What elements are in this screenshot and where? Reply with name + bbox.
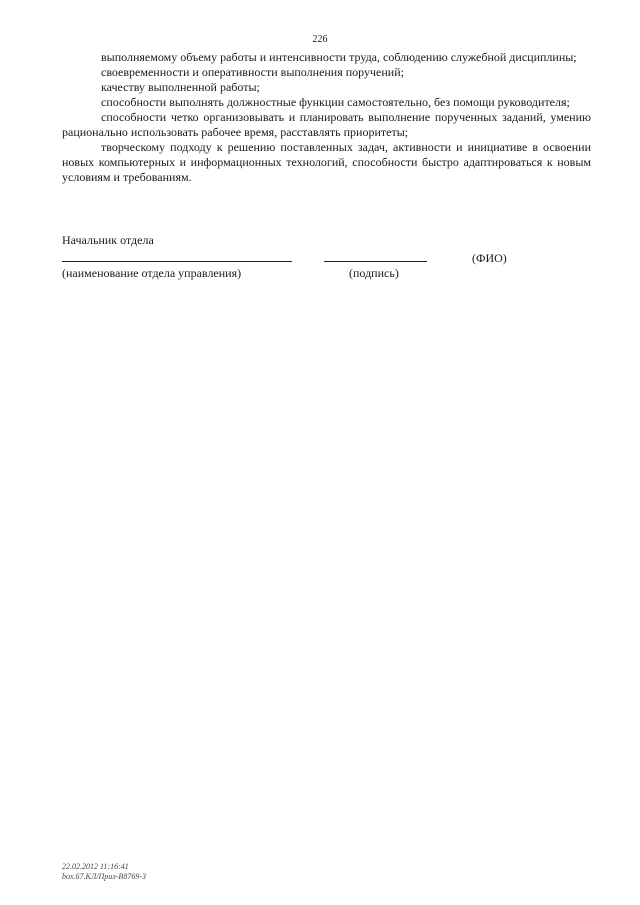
paragraph-timeliness: своевременности и оперативности выполнения поручений; <box>101 65 404 79</box>
paragraph-independence: способности выполнять должностные функции самостоятельно, без помощи руководителя; <box>101 95 570 109</box>
paragraph-quality: качеству выполненной работы; <box>101 80 260 94</box>
department-line <box>62 261 292 262</box>
signature-line <box>324 261 427 262</box>
paragraph-workload: выполняемому объему работы и интенсивности труда, соблюдению служебной дисциплины; <box>101 50 577 64</box>
paragraph-creativity: творческому подходу к решению поставленных задач, активности и инициативе в освоении новых компьютерных и информационных технологий, способности быстро адаптироваться к новым условиям и требованиям. <box>62 140 591 184</box>
footer-stamp <box>62 862 146 882</box>
department-caption: (наименование отдела управления) <box>62 266 242 280</box>
paragraph-organization: способности четко организовывать и планировать выполнение порученных заданий, умению рационально использовать рабочее время, расставлять приоритеты; <box>62 110 591 139</box>
page-number: 226 <box>312 34 328 45</box>
footer-timestamp: 22.02.2012 11:16:41 <box>62 862 129 871</box>
signature-title: Начальник отдела <box>62 233 154 247</box>
signature-caption: (подпись) <box>349 266 399 280</box>
footer-file-code: box.67.КЛ/Прил-В8769-3 <box>62 872 146 881</box>
document-body <box>62 50 591 185</box>
fio-label: (ФИО) <box>472 251 507 265</box>
signature-block <box>62 233 591 293</box>
